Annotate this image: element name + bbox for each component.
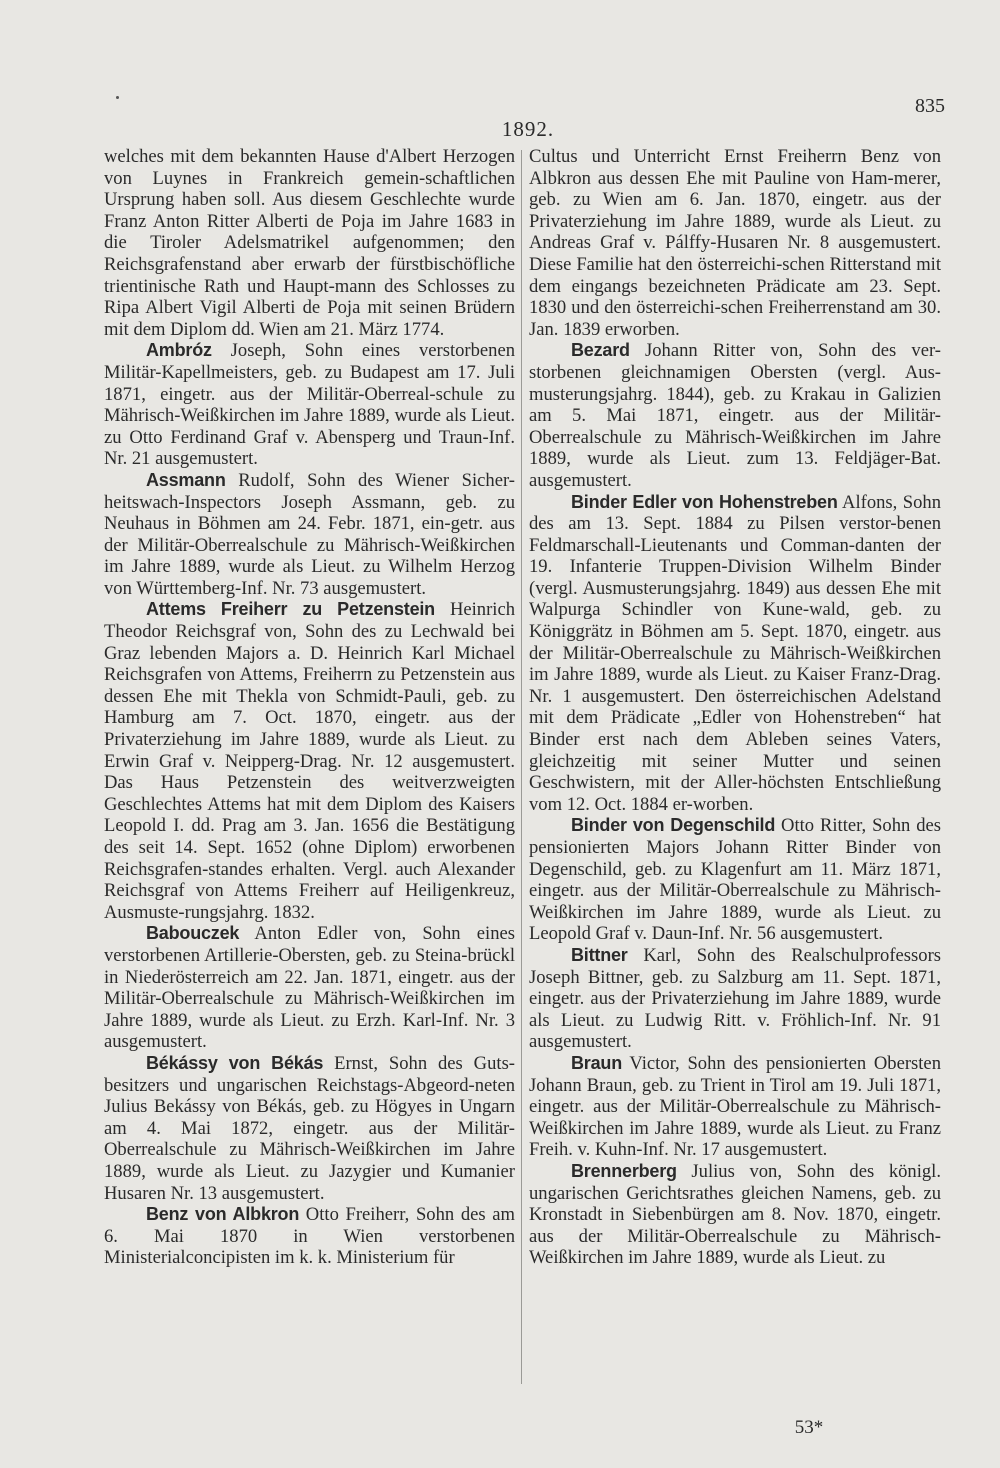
entry-paragraph [104,340,515,470]
entry-text: Otto Freiherr, Sohn des am 6. Mai 1870 in Wien verstorbenen Ministerialconcipisten im k. k. Ministerium für [104,1204,515,1269]
entry-name: Braun [571,1052,623,1073]
entry-paragraph [529,340,941,491]
entry-name: Attems Freiherr zu Petzenstein [146,599,435,620]
entry-text: Julius von, Sohn des königl. ungarischen Gerichtsrathes gleichen Namens, geb. zu Kronstadt in Siebenbürgen am 8. Nov. 1870, eingetr. aus der Militär-Oberrealschule zu Mährisch-Weißkirchen im Jahre 1889, wurde als Lieut. zu [529,1160,941,1269]
entry-text: Cultus und Unterricht Ernst Freiherrn Benz von Albkron aus dessen Ehe mit Pauline von Ham-merer, geb. zu Wien am 6. Jan. 1870, eingetr. aus der Privaterziehung im Jahre 1889, wurde als Lieut. zu Andreas Graf v. Pálffy-Husaren Nr. 8 ausgemustert. Diese Familie hat den österreichi-schen Ritterstand mit dem eingangs bezeichneten Prädicate am 23. Sept. 1830 und den österreichi-schen Freiherrenstand am 30. Jan. 1839 erworben. [529,146,941,340]
print-speck [116,96,119,99]
entry-text: Anton Edler von, Sohn eines verstorbenen Artillerie-Obersten, geb. zu Steina-brückl in Niederösterreich am 22. Jan. 1871, eingetr. aus der Militär-Oberrealschule zu Mährisch-Weißkirchen im Jahre 1889, wurde als Lieut. zu Erzh. Karl-Inf. Nr. 3 ausgemustert. [104,923,515,1053]
entry-text: Ernst, Sohn des Guts-besitzers und ungarischen Reichstags-Abgeord-neten Julius Bekássy von Békás, geb. zu Högyes in Ungarn am 4. Mai 1872, eingetr. aus der Militär-Oberrealschule zu Mährisch-Weißkirchen im Jahre 1889, wurde als Lieut. zu Jazygier und Kumanier Husaren Nr. 13 ausgemustert. [104,1052,515,1204]
entry-name: Benz von Albkron [146,1204,300,1225]
entry-paragraph [529,815,941,945]
entry-name: Binder von Degenschild [571,815,776,836]
entry-paragraph [104,1053,515,1204]
entry-name: Bezard [571,340,630,361]
entry-name: Békássy von Békás [146,1052,324,1073]
entry-text: Johann Ritter von, Sohn des ver-storbenen gleichnamigen Obersten (vergl. Aus-musterungsjahrg. 1844), geb. zu Krakau in Galizien am 5. Mai 1871, eingetr. aus der Militär-Oberrealschule zu Mährisch-Weißkirchen im Jahre 1889, wurde als Lieut. zum 13. Feldjäger-Bat. ausgemustert. [529,340,941,491]
entry-paragraph [529,1161,941,1269]
entry-name: Brennerberg [571,1160,677,1181]
entry-text: Victor, Sohn des pensionierten Obersten Johann Braun, geb. zu Trient in Tirol am 19. Juli 1871, eingetr. aus der Militär-Oberrealschule zu Mährisch-Weißkirchen im Jahre 1889, wurde als Lieut. zu Franz Freih. v. Kuhn-Inf. Nr. 17 ausgemustert. [529,1052,941,1161]
continued-paragraph [529,146,941,340]
entry-paragraph [529,492,941,816]
entry-text: Alfons, Sohn des am 13. Sept. 1884 zu Pilsen verstor-benen Feldmarschall-Lieutenants und Comman-danten der 19. Infanterie Truppen-Division Wilhelm Binder (vergl. Ausmusterungsjahrg. 1849) aus dessen Ehe mit Walpurga Schindler von Kune-wald, geb. zu Königgrätz in Böhmen am 5. Sept. 1870, eingetr. aus der Militär-Oberrealschule zu Mährisch-Weißkirchen im Jahre 1889, wurde als Lieut. zu Kaiser Franz-Drag. Nr. 1 ausgemustert. Den österreichischen Adelstand mit dem Prädicate „Edler von Hohenstreben“ hat Binder erst nach dem Ableben seines Vaters, gleichzeitig mit seiner Mutter und seinen Geschwistern, mit der Aller-höchsten Entschließung vom 12. Oct. 1884 er-worben. [529,491,941,815]
entry-paragraph [104,1204,515,1269]
entry-paragraph [529,1053,941,1161]
entry-text: Heinrich Theodor Reichsgraf von, Sohn des zu Lechwald bei Graz lebenden Majors a. D. Heinrich Karl Michael Reichsgrafen von Attems, Freiherrn zu Petzenstein aus dessen Ehe mit Thekla von Schmidt-Pauli, geb. zu Hamburg am 7. Oct. 1870, eingetr. aus der Privaterziehung im Jahre 1889, wurde als Lieut. zu Erwin Graf v. Neipperg-Drag. Nr. 12 ausgemustert. Das Haus Petzenstein des weitverzweigten Geschlechtes Attems hat mit dem Diplom des Kaisers Leopold I. dd. Prag am 3. Jan. 1656 die Bestätigung des seit 14. Sept. 1652 (ohne Diplom) erworbenen Reichsgrafen-standes erhalten. Vergl. auch Alexander Reichsgraf von Attems Freiherr auf Heiligenkreuz, Ausmuste-rungsjahrg. 1832. [104,599,515,923]
entry-name: Ambróz [146,340,212,361]
right-column [529,146,941,1269]
entry-text: welches mit dem bekannten Hause d'Albert Herzogen von Luynes in Frankreich gemein-schaftlichen Ursprung haben soll. Aus diesem Geschlechte wurde Franz Anton Ritter Alberti de Poja im Jahre 1683 in die Tiroler Adelsmatrikel aufgenommen; den Reichsgrafenstand aber erwarb der fürstbischöfliche trientinische Rath und Haupt-mann des Schlosses zu Ripa Albert Vigil Alberti de Poja mit seinen Brüdern mit dem Diplom dd. Wien am 21. März 1774. [104,146,515,340]
entry-paragraph [529,945,941,1053]
entry-paragraph [104,923,515,1053]
entry-name: Binder Edler von Hohenstreben [571,491,838,512]
page-number: 835 [915,95,945,117]
entry-name: Bittner [571,944,628,965]
continued-paragraph [104,146,515,340]
left-column [104,146,515,1269]
entry-paragraph [104,599,515,923]
entry-text: Rudolf, Sohn des Wiener Sicher-heitswach-Inspectors Joseph Assmann, geb. zu Neuhaus in Böhmen am 24. Febr. 1871, ein-getr. aus der Militär-Oberrealschule zu Mährisch-Weißkirchen im Jahre 1889, wurde als Lieut. zu Wilhelm Herzog von Württemberg-Inf. Nr. 73 ausgemustert. [104,469,515,599]
entry-name: Assmann [146,469,226,490]
entry-name: Babouczek [146,923,240,944]
entry-text: Karl, Sohn des Realschulprofessors Joseph Bittner, geb. zu Salzburg am 11. Sept. 1871, eingetr. aus der Privaterziehung im Jahre 1889, wurde als Lieut. zu Ludwig Ritt. v. Fröhlich-Inf. Nr. 91 ausgemustert. [529,944,941,1053]
column-divider [521,150,522,1384]
entry-text: Joseph, Sohn eines verstorbenen Militär-Kapellmeisters, geb. zu Budapest am 17. Juli 1871, eingetr. aus der Militär-Oberreal-schule zu Mährisch-Weißkirchen im Jahre 1889, wurde als Lieut. zu Otto Ferdinand Graf v. Abensperg und Traun-Inf. Nr. 21 ausgemustert. [104,340,515,470]
entry-text: Otto Ritter, Sohn des pensionierten Majors Johann Ritter Binder von Degenschild, geb. zu Klagenfurt am 11. März 1871, eingetr. aus der Militär-Oberrealschule zu Mährisch-Weißkirchen im Jahre 1889, wurde als Lieut. zu Leopold Graf v. Daun-Inf. Nr. 56 ausgemustert. [529,815,941,945]
signature-mark: 53* [794,1417,824,1438]
page-header-year: 1892. [501,117,555,141]
entry-paragraph [104,470,515,600]
